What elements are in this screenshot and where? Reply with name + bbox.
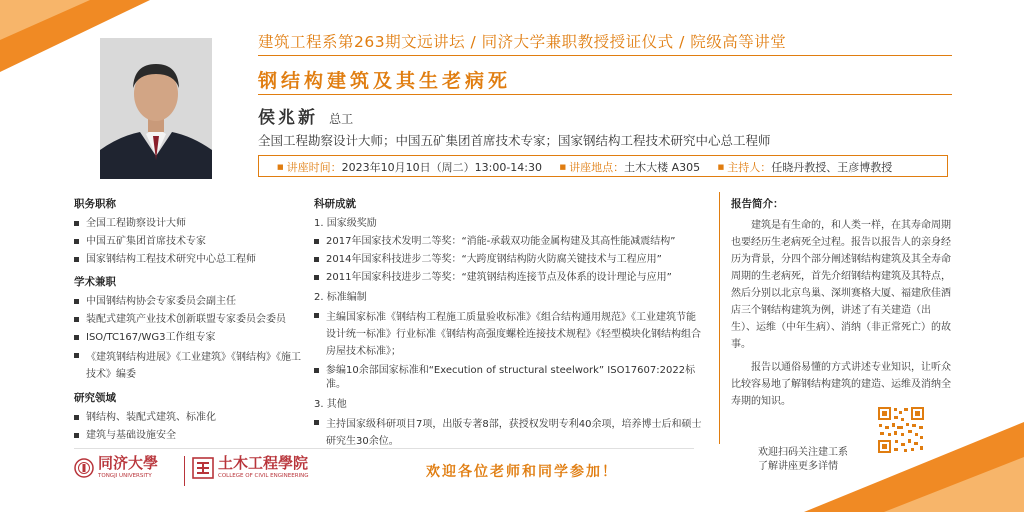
host-label: 主持人： (727, 161, 772, 174)
title-rule (258, 94, 952, 95)
list-item: 中国五矿集团首席技术专家 (74, 235, 304, 249)
time-value: 2023年10月10日（周二）13:00-14:30 (341, 161, 542, 174)
list-item: ISO/TC167/WG3工作组专家 (74, 331, 304, 345)
qr-code-icon (877, 406, 925, 454)
time-segment (277, 161, 542, 174)
summary-paragraph-2: 报告以通俗易懂的方式讲述专业知识，让听众比较容易地了解钢结构建筑的建造、运维及消纳全寿期的知识。 (731, 362, 951, 407)
list-item: 2011年国家科技进步二等奖：“建筑钢结构连接节点及体系的设计理论与应用” (314, 271, 704, 285)
welcome-call-to-action: 欢迎各位老师和同学参加！ (426, 464, 618, 480)
square-bullet-icon: ■ (717, 163, 725, 171)
summary-paragraph-1: 建筑是有生命的，和人类一样，在其寿命周期也要经历生老病死全过程。报告以报告人的亲身经历为背景，分四个部分阐述钢结构建筑及其全寿命周期的生老病死，首先介绍钢结构建筑及其特点，然后分别以北京鸟巢、深圳赛格大厦、福建欣佳酒店三个钢结构建筑为例，讲述了有关建造（出生）、运维（中年生病）、消纳（非正常死亡）的故事。 (731, 220, 951, 350)
speaker-title: 总工 (329, 112, 354, 126)
location-label: 讲座地点： (569, 161, 625, 174)
section-awards-title: 1. 国家级奖励 (314, 218, 377, 229)
square-bullet-icon: ■ (277, 163, 284, 171)
corner-decoration-bottom-right-light (884, 457, 1024, 512)
footer-rule (74, 448, 694, 449)
host-segment (718, 161, 893, 174)
list-item: 中国钢结构协会专家委员会副主任 (74, 295, 304, 309)
middle-column (314, 196, 704, 450)
list-item: 2014年国家科技进步二等奖：“大跨度钢结构防火防腐关键技术与工程应用” (314, 253, 704, 267)
series-line: 建筑工程系第263期文远讲坛 / 同济大学兼职教授授证仪式 / 院级高等讲堂 (258, 33, 787, 51)
header-rule (258, 55, 952, 56)
list-item: 国家钢结构工程技术研究中心总工程师 (74, 253, 304, 267)
tongji-name: 同济大學 (98, 454, 159, 472)
corner-decoration-top-left-light (0, 0, 90, 40)
college-emblem-icon (192, 457, 214, 479)
square-bullet-icon: ■ (559, 163, 567, 171)
summary-heading: 报告简介： (731, 198, 784, 210)
academic-heading: 学术兼职 (74, 276, 116, 288)
speaker-credentials: 全国工程勘察设计大师；中国五矿集团首席技术专家；国家钢结构工程技术研究中心总工程师 (258, 133, 771, 148)
titles-heading: 职务职称 (74, 198, 116, 210)
list-item: 装配式建筑产业技术创新联盟专家委员会委员 (74, 313, 304, 327)
section-others-title: 3. 其他 (314, 399, 347, 410)
tongji-en: TONGJI UNIVERSITY (98, 473, 152, 479)
summary-column (731, 196, 953, 410)
tongji-seal-icon (74, 458, 94, 478)
host-value: 任晓丹教授、王彦博教授 (771, 161, 893, 174)
lecture-title: 钢结构建筑及其生老病死 (258, 70, 512, 92)
section-standards-title: 2. 标准编制 (314, 292, 367, 303)
research-heading: 研究领域 (74, 392, 116, 404)
list-item: 全国工程勘察设计大师 (74, 217, 304, 231)
time-label: 讲座时间： (286, 161, 342, 174)
scan-line-2: 了解讲座更多详情 (758, 461, 838, 472)
logo-separator (184, 456, 185, 486)
location-value: 土木大楼 A305 (624, 161, 701, 174)
scan-prompt (758, 446, 868, 474)
college-name: 土木工程學院 (218, 454, 309, 472)
list-item: 《建筑钢结构进展》《工业建筑》《钢结构》《施工技术》编委 (74, 349, 304, 383)
column-divider (719, 192, 720, 444)
speaker-block (258, 103, 353, 128)
speaker-photo (100, 38, 212, 179)
speaker-name: 侯兆新 (258, 108, 318, 128)
scan-line-1: 欢迎扫码关注建工系 (758, 447, 848, 458)
location-segment (559, 161, 700, 174)
list-item: 参编10余部国家标准和“Execution of structural steelwork” ISO17607:2022标准。 (314, 364, 704, 392)
list-item: 2017年国家技术发明二等奖：“消能-承载双功能金属构建及其高性能减震结构” (314, 235, 704, 249)
list-item: 建筑与基础设施安全 (74, 429, 304, 443)
list-item: 主编国家标准《钢结构工程施工质量验收标准》《组合结构通用规范》《工业建筑节能设计统一标准》行业标准《钢结构高强度螺栓连接技术规程》《轻型模块化钢结构组合房屋技术标准》； (314, 309, 704, 360)
achievements-heading: 科研成就 (314, 198, 356, 210)
list-item: 钢结构、装配式建筑、标准化 (74, 411, 304, 425)
info-bar (258, 155, 948, 177)
list-item: 主持国家级科研项目7项，出版专著8部，获授权发明专利40余项，培养博士后和硕士研究生30余位。 (314, 416, 704, 450)
left-column (74, 196, 304, 443)
college-en: COLLEGE OF CIVIL ENGINEERING (218, 473, 309, 479)
